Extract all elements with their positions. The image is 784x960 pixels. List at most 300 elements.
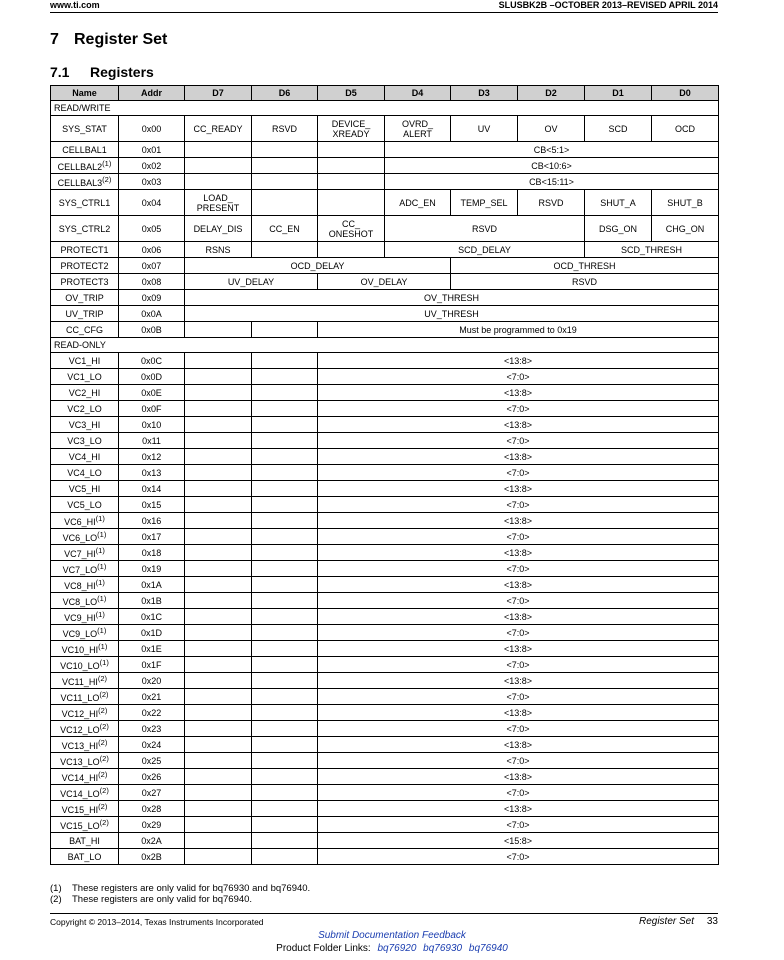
bit-cell — [185, 545, 252, 561]
reg-addr: 0x1D — [119, 625, 185, 641]
group-row-rw — [51, 101, 719, 116]
bit-cell: OVRD_ ALERT — [385, 116, 451, 142]
reg-addr: 0x25 — [119, 753, 185, 769]
bit-field: <7:0> — [318, 785, 719, 801]
bit-cell — [252, 769, 318, 785]
bit-cell — [252, 705, 318, 721]
section-number: 7 — [50, 31, 59, 48]
reg-name-text: VC11_LO — [60, 693, 100, 703]
footnote-ref: (1) — [97, 530, 107, 539]
table-row — [51, 737, 719, 753]
reg-name — [51, 158, 119, 174]
reg-addr: 0x1C — [119, 609, 185, 625]
reg-name — [51, 417, 119, 433]
bit-cell: ADC_EN — [385, 190, 451, 216]
reg-name — [51, 689, 119, 705]
table-row — [51, 481, 719, 497]
reg-name-text: VC4_LO — [67, 467, 102, 478]
reg-name — [51, 625, 119, 641]
bit-field: <7:0> — [318, 817, 719, 833]
bit-cell — [185, 817, 252, 833]
bit-cell — [318, 174, 385, 190]
reg-name-text: VC1_LO — [67, 371, 102, 382]
reg-name-text: VC14_HI — [61, 773, 99, 783]
reg-addr: 0x09 — [119, 290, 185, 306]
table-row — [51, 174, 719, 190]
bit-cell — [252, 561, 318, 577]
bit-cell — [185, 174, 252, 190]
reg-addr: 0x12 — [119, 449, 185, 465]
reg-name — [51, 545, 119, 561]
table-row — [51, 513, 719, 529]
bit-cell — [252, 417, 318, 433]
table-row — [51, 593, 719, 609]
bit-cell: SCD — [585, 116, 652, 142]
table-row — [51, 190, 719, 216]
reg-name — [51, 529, 119, 545]
footnote-text: These registers are only valid for bq76940. — [72, 894, 253, 905]
folder-label: Product Folder Links: — [276, 943, 371, 954]
reg-name-text: VC15_HI — [61, 805, 99, 815]
reg-name-text: VC8_LO — [62, 597, 98, 607]
reg-name — [51, 833, 119, 849]
footer-section: Register Set — [638, 916, 694, 927]
reg-name-text: VC5_HI — [68, 483, 101, 494]
reg-name-text: VC3_HI — [68, 419, 101, 430]
bit-field: <7:0> — [318, 721, 719, 737]
bit-cell — [252, 158, 318, 174]
feedback-link[interactable]: Submit Documentation Feedback — [318, 930, 466, 941]
footnote-ref: (1) — [95, 578, 105, 587]
table-row — [51, 353, 719, 369]
reg-name-text: VC9_LO — [62, 629, 98, 639]
bit-field: <13:8> — [318, 641, 719, 657]
group-row-ro — [51, 338, 719, 353]
bit-cell — [185, 833, 252, 849]
bit-field: <13:8> — [318, 385, 719, 401]
reg-name: SYS_STAT — [51, 116, 119, 142]
reg-name-text: VC6_HI — [64, 517, 96, 527]
bit-cell: CC_READY — [185, 116, 252, 142]
table-row — [51, 657, 719, 673]
table-row — [51, 641, 719, 657]
col-header: D1 — [585, 86, 652, 101]
footnote-ref: (1) — [97, 562, 107, 571]
bit-cell: CC_EN — [252, 216, 318, 242]
bit-cell — [318, 190, 385, 216]
bit-cell — [185, 577, 252, 593]
bit-field: <13:8> — [318, 769, 719, 785]
bit-cell: RSVD — [252, 116, 318, 142]
bit-field: <7:0> — [318, 529, 719, 545]
reg-addr: 0x17 — [119, 529, 185, 545]
table-row — [51, 769, 719, 785]
bit-field: <7:0> — [318, 369, 719, 385]
reg-addr: 0x07 — [119, 258, 185, 274]
bit-cell — [252, 737, 318, 753]
bit-cell — [252, 753, 318, 769]
bit-cell — [252, 449, 318, 465]
table-row — [51, 849, 719, 865]
reg-name: PROTECT3 — [51, 274, 119, 290]
page-footer — [50, 913, 718, 927]
reg-addr: 0x0A — [119, 306, 185, 322]
footnote-ref: (1) — [95, 546, 105, 555]
table-row — [51, 689, 719, 705]
bit-field: <7:0> — [318, 561, 719, 577]
reg-addr: 0x16 — [119, 513, 185, 529]
bit-field: <13:8> — [318, 449, 719, 465]
bit-cell — [252, 673, 318, 689]
reg-addr: 0x15 — [119, 497, 185, 513]
bit-cell — [185, 433, 252, 449]
reg-addr: 0x1A — [119, 577, 185, 593]
reg-name-text: VC11_HI — [61, 677, 98, 687]
bit-cell — [318, 242, 385, 258]
footnote-num: (2) — [50, 894, 62, 905]
footnote-ref: (2) — [99, 786, 109, 795]
table-row — [51, 545, 719, 561]
footnote-text: These registers are only valid for bq76930 and bq76940. — [72, 883, 311, 894]
reg-name-text: VC15_LO — [60, 821, 100, 831]
reg-name-text: VC1_HI — [68, 355, 101, 366]
footnote-ref: (2) — [98, 770, 108, 779]
reg-addr: 0x19 — [119, 561, 185, 577]
table-row — [51, 577, 719, 593]
bit-cell — [252, 641, 318, 657]
table-row — [51, 274, 719, 290]
reg-addr: 0x1F — [119, 657, 185, 673]
bit-cell — [185, 465, 252, 481]
subsection-title — [50, 64, 154, 80]
bit-cell — [185, 353, 252, 369]
bit-cell — [252, 817, 318, 833]
col-header: D7 — [185, 86, 252, 101]
bit-cell — [252, 577, 318, 593]
col-header: Addr — [119, 86, 185, 101]
page-header — [50, 0, 718, 13]
table-row — [51, 721, 719, 737]
reg-name-text: VC6_LO — [62, 533, 98, 543]
reg-name-text: VC7_LO — [62, 565, 98, 575]
bit-cell — [252, 785, 318, 801]
bit-cell — [185, 481, 252, 497]
bit-cell — [185, 417, 252, 433]
bit-field: <13:8> — [318, 353, 719, 369]
bit-cell: CHG_ON — [652, 216, 719, 242]
bit-cell — [252, 369, 318, 385]
reg-name: CC_CFG — [51, 322, 119, 338]
reg-name — [51, 705, 119, 721]
copyright: Copyright © 2013–2014, Texas Instruments Incorporated — [50, 917, 264, 927]
col-header: D0 — [652, 86, 719, 101]
reg-addr: 0x18 — [119, 545, 185, 561]
footnote-ref: (2) — [99, 722, 109, 731]
reg-addr: 0x00 — [119, 116, 185, 142]
bit-field: <13:8> — [318, 577, 719, 593]
bit-cell — [185, 641, 252, 657]
bit-field: <13:8> — [318, 545, 719, 561]
bit-cell — [185, 369, 252, 385]
reg-name — [51, 769, 119, 785]
table-row — [51, 142, 719, 158]
bit-field: <13:8> — [318, 609, 719, 625]
bit-cell — [252, 190, 318, 216]
reg-name-text: VC9_HI — [64, 613, 96, 623]
reg-addr: 0x0F — [119, 401, 185, 417]
reg-name — [51, 801, 119, 817]
reg-addr: 0x26 — [119, 769, 185, 785]
bit-field: UV_THRESH — [185, 306, 719, 322]
bit-cell — [185, 769, 252, 785]
bit-cell: DEVICE_ XREADY — [318, 116, 385, 142]
reg-name-text: VC8_HI — [64, 581, 96, 591]
footnote-ref: (1) — [98, 642, 108, 651]
bit-field: <7:0> — [318, 433, 719, 449]
bit-cell — [185, 609, 252, 625]
reg-name-text: VC5_LO — [67, 499, 102, 510]
bit-cell — [185, 657, 252, 673]
table-row — [51, 385, 719, 401]
reg-name-text: VC12_LO — [60, 725, 100, 735]
footnote-ref: (1) — [95, 514, 105, 523]
table-row — [51, 705, 719, 721]
group-label: READ-ONLY — [51, 338, 719, 353]
reg-name-text: VC10_HI — [61, 645, 99, 655]
bit-cell — [252, 625, 318, 641]
reg-addr: 0x0E — [119, 385, 185, 401]
reg-addr: 0x2B — [119, 849, 185, 865]
bit-field: <7:0> — [318, 401, 719, 417]
reg-addr: 0x0C — [119, 353, 185, 369]
bit-field: <13:8> — [318, 417, 719, 433]
table-row — [51, 242, 719, 258]
bit-field: SCD_THRESH — [585, 242, 719, 258]
bit-cell — [185, 625, 252, 641]
bit-field: OV_THRESH — [185, 290, 719, 306]
reg-name: UV_TRIP — [51, 306, 119, 322]
reg-name-text: VC10_LO — [60, 661, 100, 671]
table-row — [51, 116, 719, 142]
bit-cell — [318, 158, 385, 174]
reg-addr: 0x1E — [119, 641, 185, 657]
bit-cell — [252, 174, 318, 190]
bit-field: OCD_THRESH — [451, 258, 719, 274]
reg-addr: 0x14 — [119, 481, 185, 497]
bit-cell: LOAD_ PRESENT — [185, 190, 252, 216]
reg-addr: 0x08 — [119, 274, 185, 290]
reg-name — [51, 673, 119, 689]
reg-addr: 0x22 — [119, 705, 185, 721]
reg-addr: 0x0D — [119, 369, 185, 385]
product-link[interactable]: bq76920 — [377, 943, 417, 954]
bit-field: <13:8> — [318, 513, 719, 529]
register-table — [50, 85, 719, 865]
col-header: Name — [51, 86, 119, 101]
footnote-ref: (1) — [97, 626, 107, 635]
reg-name-text: CELLBAL3 — [57, 178, 103, 188]
reg-name-text: VC2_LO — [67, 403, 102, 414]
reg-addr: 0x21 — [119, 689, 185, 705]
bit-cell — [252, 481, 318, 497]
reg-addr: 0x28 — [119, 801, 185, 817]
bit-cell — [252, 545, 318, 561]
bit-cell — [185, 385, 252, 401]
subsection-title-text: Registers — [90, 64, 154, 80]
bit-field: <13:8> — [318, 481, 719, 497]
bit-field: <13:8> — [318, 673, 719, 689]
bit-cell — [252, 721, 318, 737]
bit-cell — [185, 158, 252, 174]
reg-addr: 0x29 — [119, 817, 185, 833]
bit-field: CB<5:1> — [385, 142, 719, 158]
table-row — [51, 322, 719, 338]
reg-name-text: VC14_LO — [60, 789, 100, 799]
footnote-ref: (1) — [95, 610, 105, 619]
reg-name: SYS_CTRL2 — [51, 216, 119, 242]
bit-cell — [185, 142, 252, 158]
bit-cell: SHUT_B — [652, 190, 719, 216]
bit-field: <13:8> — [318, 705, 719, 721]
reg-name — [51, 353, 119, 369]
reg-name — [51, 465, 119, 481]
bit-field: <7:0> — [318, 593, 719, 609]
table-row — [51, 833, 719, 849]
footnote-ref: (2) — [98, 802, 108, 811]
bit-field: <7:0> — [318, 657, 719, 673]
bit-cell: DSG_ON — [585, 216, 652, 242]
bit-cell — [185, 497, 252, 513]
reg-addr: 0x20 — [119, 673, 185, 689]
bit-cell — [185, 593, 252, 609]
table-row — [51, 369, 719, 385]
bit-cell — [252, 322, 318, 338]
bit-field: CB<10:6> — [385, 158, 719, 174]
bit-cell — [252, 833, 318, 849]
footnote-ref: (2) — [99, 690, 109, 699]
bit-cell — [185, 849, 252, 865]
footnote — [50, 883, 310, 894]
reg-addr: 0x01 — [119, 142, 185, 158]
table-row — [51, 529, 719, 545]
reg-addr: 0x03 — [119, 174, 185, 190]
reg-name: OV_TRIP — [51, 290, 119, 306]
footnote-ref: (2) — [102, 175, 112, 184]
table-row — [51, 465, 719, 481]
col-header: D4 — [385, 86, 451, 101]
table-row — [51, 306, 719, 322]
bit-cell — [252, 385, 318, 401]
bit-field: Must be programmed to 0x19 — [318, 322, 719, 338]
bit-cell: CC_ ONESHOT — [318, 216, 385, 242]
bit-cell — [185, 721, 252, 737]
reg-name-text: VC2_HI — [68, 387, 101, 398]
bit-cell: RSNS — [185, 242, 252, 258]
col-header: D6 — [252, 86, 318, 101]
bit-cell — [185, 785, 252, 801]
reg-name — [51, 657, 119, 673]
bit-field: OCD_DELAY — [185, 258, 451, 274]
reg-name-text: BAT_LO — [67, 851, 102, 862]
reg-addr: 0x10 — [119, 417, 185, 433]
table-row — [51, 753, 719, 769]
reg-name-text: VC13_LO — [60, 757, 100, 767]
bit-field: <7:0> — [318, 753, 719, 769]
reg-name — [51, 641, 119, 657]
product-link[interactable]: bq76930 — [423, 943, 463, 954]
bit-cell: OV — [518, 116, 585, 142]
reg-addr: 0x04 — [119, 190, 185, 216]
bit-cell — [252, 609, 318, 625]
section-title-text: Register Set — [74, 31, 168, 48]
reg-name — [51, 737, 119, 753]
reg-name — [51, 481, 119, 497]
bit-cell — [252, 513, 318, 529]
table-row — [51, 433, 719, 449]
table-header-row — [51, 86, 719, 101]
reg-name — [51, 817, 119, 833]
footnote-ref: (1) — [97, 594, 107, 603]
reg-name — [51, 785, 119, 801]
bit-cell: SHUT_A — [585, 190, 652, 216]
reg-addr: 0x05 — [119, 216, 185, 242]
reg-name — [51, 753, 119, 769]
bit-cell — [185, 561, 252, 577]
reg-name — [51, 401, 119, 417]
reg-name — [51, 433, 119, 449]
reg-addr: 0x2A — [119, 833, 185, 849]
doc-id: SLUSBK2B –OCTOBER 2013–REVISED APRIL 2014 — [498, 0, 718, 10]
reg-name-text: VC13_HI — [61, 741, 99, 751]
reg-addr: 0x06 — [119, 242, 185, 258]
footnote-ref: (1) — [99, 658, 109, 667]
bit-field: <13:8> — [318, 737, 719, 753]
site-link[interactable]: www.ti.com — [50, 0, 100, 10]
bit-cell — [185, 689, 252, 705]
reg-name: SYS_CTRL1 — [51, 190, 119, 216]
reg-name — [51, 497, 119, 513]
footnotes — [50, 883, 310, 905]
bit-cell — [252, 849, 318, 865]
reg-name — [51, 577, 119, 593]
reg-addr: 0x27 — [119, 785, 185, 801]
bit-field: <13:8> — [318, 801, 719, 817]
bit-field: SCD_DELAY — [385, 242, 585, 258]
bit-cell — [185, 753, 252, 769]
reg-addr: 0x1B — [119, 593, 185, 609]
bit-cell: DELAY_DIS — [185, 216, 252, 242]
bit-field: <7:0> — [318, 625, 719, 641]
footnote-ref: (1) — [102, 159, 112, 168]
bit-cell — [185, 513, 252, 529]
table-row — [51, 401, 719, 417]
reg-name — [51, 449, 119, 465]
bit-cell — [252, 401, 318, 417]
product-link[interactable]: bq76940 — [468, 943, 508, 954]
reg-name — [51, 849, 119, 865]
table-row — [51, 290, 719, 306]
bit-field: <7:0> — [318, 465, 719, 481]
page-number: 33 — [706, 916, 718, 927]
bit-cell — [185, 737, 252, 753]
bit-cell — [252, 465, 318, 481]
table-row — [51, 817, 719, 833]
reg-name — [51, 385, 119, 401]
bit-field: <7:0> — [318, 689, 719, 705]
footnote-ref: (2) — [97, 674, 108, 683]
reg-name — [51, 513, 119, 529]
reg-addr: 0x24 — [119, 737, 185, 753]
